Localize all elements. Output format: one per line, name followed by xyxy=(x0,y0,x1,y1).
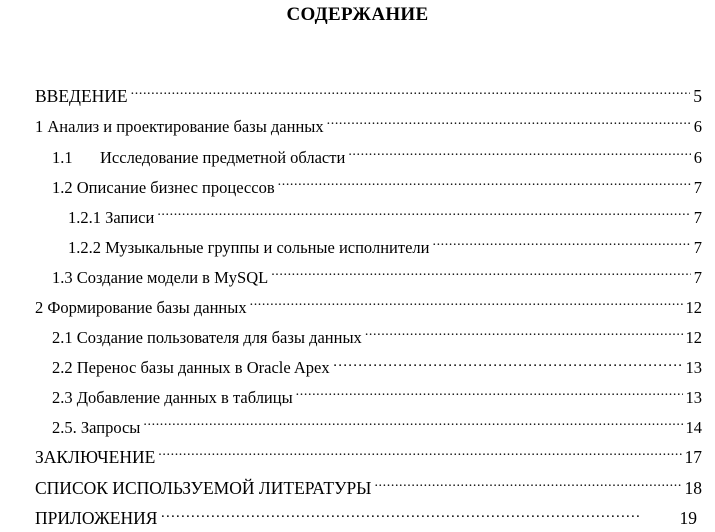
toc-page-number: 14 xyxy=(685,418,702,437)
toc-page-number: 7 xyxy=(693,238,702,257)
toc-dot-leader xyxy=(365,319,683,343)
toc-dot-leader xyxy=(432,229,690,253)
toc-entry-section-1-1[interactable] xyxy=(52,139,702,167)
toc-entry-chapter-1[interactable] xyxy=(35,108,702,136)
toc-dot-leader xyxy=(333,349,683,373)
toc-entry-title: 1 Анализ и проектирование базы данных xyxy=(35,117,324,136)
toc-entry-section-2-1[interactable] xyxy=(52,319,702,347)
toc-dot-leader xyxy=(296,379,683,403)
toc-page-number: 13 xyxy=(685,388,702,407)
toc-entry-title: 2.3 Добавление данных в таблицы xyxy=(52,388,293,407)
toc-entry-title: 1.2.1 Записи xyxy=(68,208,155,227)
toc-entry-title: 2.2 Перенос базы данных в Oracle Apex xyxy=(52,358,330,377)
toc-entry-section-1-2[interactable] xyxy=(52,169,702,197)
toc-entry-title: 1.3 Создание модели в MySQL xyxy=(52,268,269,287)
toc-entry-chapter-2[interactable] xyxy=(35,289,702,317)
toc-entry-title: 1.2 Описание бизнес процессов xyxy=(52,178,275,197)
toc-dot-leader xyxy=(143,409,682,433)
toc-entry-title: 1.2.2 Музыкальные группы и сольные исполнители xyxy=(68,238,430,257)
toc-dot-leader xyxy=(131,78,691,102)
toc-page-number: 5 xyxy=(693,86,702,106)
toc-entry-introduction[interactable] xyxy=(35,78,702,106)
toc-page-number: 7 xyxy=(693,208,702,227)
toc-page-number: 12 xyxy=(685,298,702,317)
toc-page-number: 17 xyxy=(684,447,702,467)
toc-entry-title: ПРИЛОЖЕНИЯ xyxy=(35,508,158,528)
toc-entry-title: ВВЕДЕНИЕ xyxy=(35,86,128,106)
toc-page-number: 13 xyxy=(685,358,702,377)
toc-entry-title: 2.5. Запросы xyxy=(52,418,141,437)
toc-entry-title: 2 Формирование базы данных xyxy=(35,298,247,317)
toc-dot-leader xyxy=(160,500,676,524)
toc-entry-section-2-3[interactable] xyxy=(52,379,702,407)
toc-page-number: 7 xyxy=(693,178,702,197)
toc-dot-leader xyxy=(278,169,691,193)
toc-entry-section-1-3[interactable] xyxy=(52,259,702,287)
toc-entry-title: 2.1 Создание пользователя для базы данных xyxy=(52,328,362,347)
page-title: СОДЕРЖАНИЕ xyxy=(286,4,429,25)
toc-page-number: 12 xyxy=(685,328,702,347)
toc-dot-leader xyxy=(250,289,683,313)
toc-dot-leader xyxy=(374,470,681,494)
toc-entry-section-2-5[interactable] xyxy=(52,409,702,437)
toc-entry-title: ЗАКЛЮЧЕНИЕ xyxy=(35,447,156,467)
toc-entry-section-2-2[interactable] xyxy=(52,349,702,377)
toc-entry-number: 1.1 xyxy=(52,148,73,167)
toc-dot-leader xyxy=(348,139,690,163)
toc-entry-title xyxy=(52,146,345,170)
toc-dot-leader xyxy=(327,108,691,132)
toc-entry-appendices[interactable] xyxy=(35,500,697,528)
toc-entry-section-1-2-2[interactable] xyxy=(68,229,702,257)
toc-page-number: 18 xyxy=(684,478,702,498)
toc-dot-leader xyxy=(271,259,691,283)
toc-dot-leader xyxy=(158,439,681,463)
toc-page-number: 19 xyxy=(679,508,697,528)
toc-entry-references[interactable] xyxy=(35,470,702,498)
toc-entry-title-text: Исследование предметной области xyxy=(100,148,346,167)
toc-page-number: 6 xyxy=(693,117,702,136)
toc-page-number: 7 xyxy=(693,268,702,287)
toc-entry-title: СПИСОК ИСПОЛЬЗУЕМОЙ ЛИТЕРАТУРЫ xyxy=(35,478,372,498)
toc-entry-section-1-2-1[interactable] xyxy=(68,199,702,227)
toc-dot-leader xyxy=(157,199,690,223)
toc-entry-conclusion[interactable] xyxy=(35,439,702,467)
toc-page-number: 6 xyxy=(693,148,702,167)
